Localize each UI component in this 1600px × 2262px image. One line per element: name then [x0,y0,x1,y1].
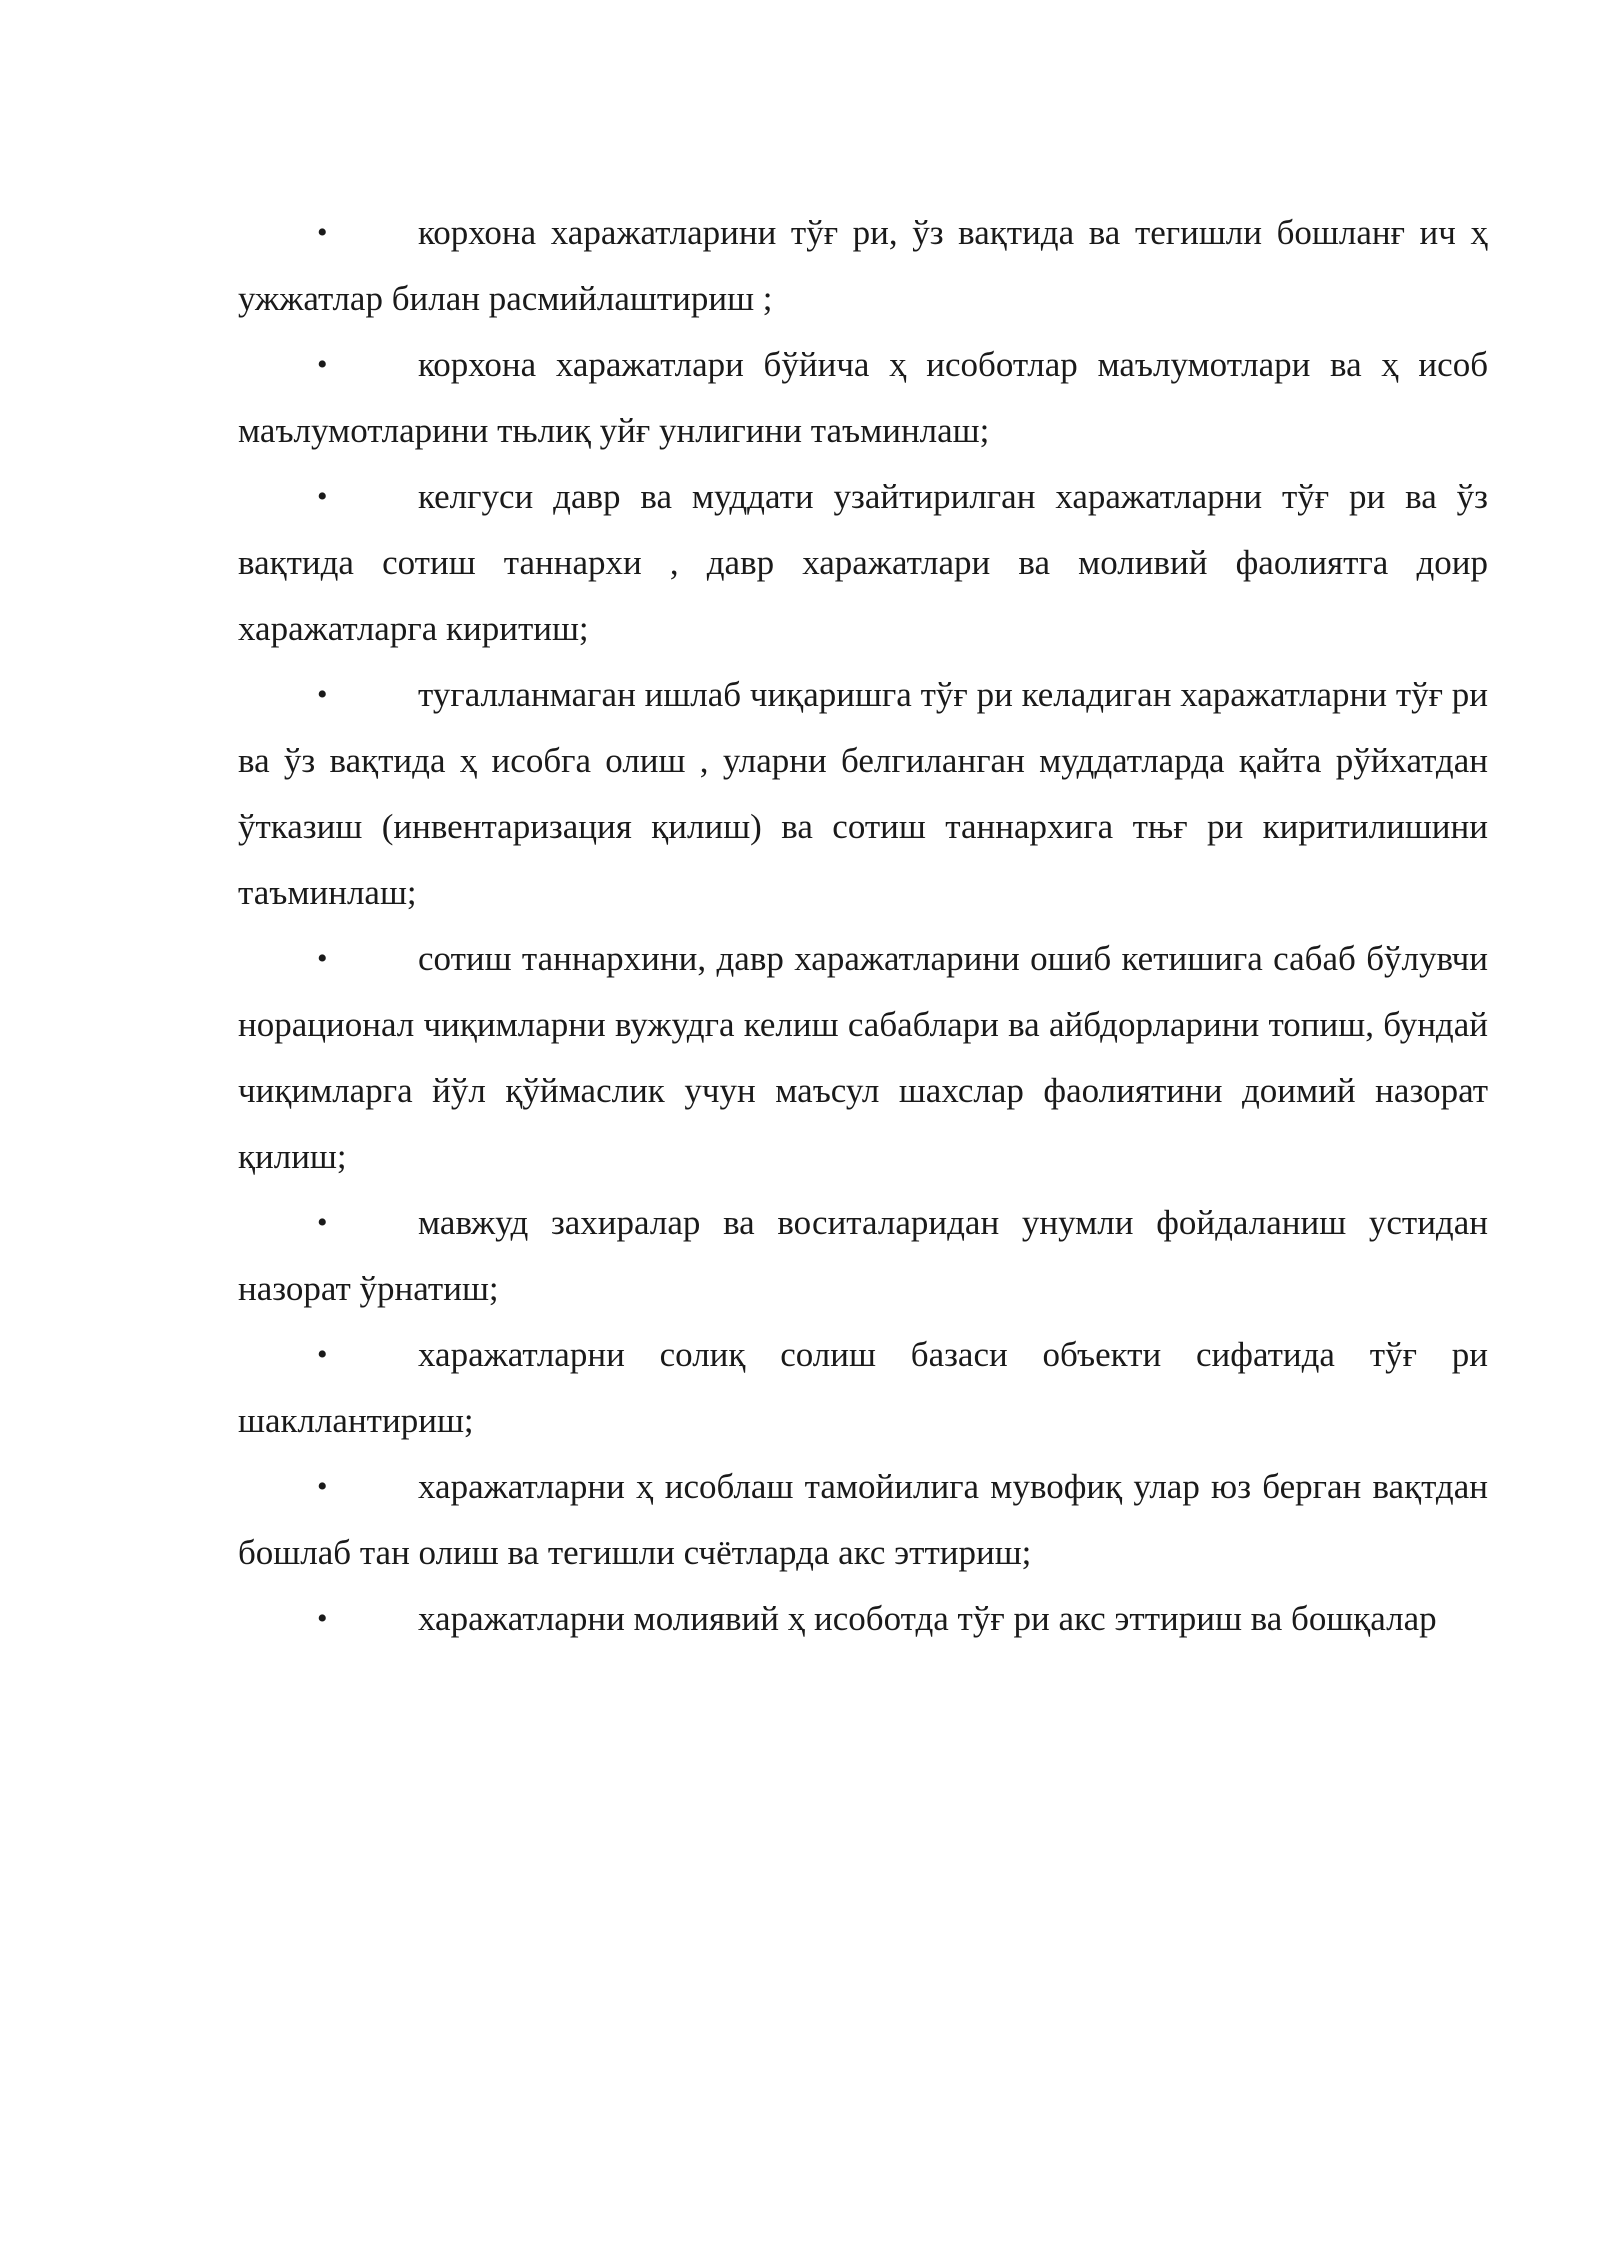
list-item [238,200,1488,332]
list-item-text: мавжуд захиралар ва воситаларидан унумли фойдаланиш устидан назорат ўрнатиш; [238,1203,1488,1308]
list-item [238,1586,1488,1652]
bullet-icon: • [317,678,328,711]
bullet-icon: • [317,1470,328,1503]
list-item-text: корхона харажатлари бўйича ҳ исоботлар маълумотлари ва ҳ исоб маълумотларини тњлиқ уйғ унлигини таъминлаш; [238,345,1488,450]
list-item [238,926,1488,1190]
bullet-list [238,200,1488,1652]
list-item-text: сотиш таннархини, давр харажатларини ошиб кетишига сабаб бўлувчи норационал чиқимларни вужудга келиш сабаблари ва айбдорларини топиш, бундай чиқимларга йўл қўймаслик учун маъсул шахслар фаолиятини доимий назорат қилиш; [238,939,1488,1176]
bullet-icon: • [317,1338,328,1371]
list-item [238,1322,1488,1454]
list-item [238,662,1488,926]
list-item-text: харажатларни солиқ солиш базаси объекти сифатида тўғ ри шакллантириш; [238,1335,1488,1440]
bullet-icon: • [317,216,328,249]
bullet-icon: • [317,942,328,975]
list-item-text: харажатларни ҳ исоблаш тамойилига мувофиқ улар юз берган вақтдан бошлаб тан олиш ва тегишли счётларда акс эттириш; [238,1467,1488,1572]
list-item-text: корхона харажатларини тўғ ри, ўз вақтида ва тегишли бошланғ ич ҳ ужжатлар билан расмийлаштириш ; [238,213,1488,318]
list-item-text: тугалланмаган ишлаб чиқаришга тўғ ри келадиган харажатларни тўғ ри ва ўз вақтида ҳ исобга олиш , уларни белгиланган муддатларда қайта рўйхатдан ўтказиш (инвентаризация қилиш) ва сотиш таннархига тњғ ри киритилишини таъминлаш; [238,675,1488,912]
bullet-icon: • [317,1206,328,1239]
list-item [238,1190,1488,1322]
list-item [238,1454,1488,1586]
bullet-icon: • [317,1602,328,1635]
list-item [238,332,1488,464]
list-item [238,464,1488,662]
list-item-text: келгуси давр ва муддати узайтирилган харажатларни тўғ ри ва ўз вақтида сотиш таннархи , давр харажатлари ва моливий фаолиятга доир харажатларга киритиш; [238,477,1488,648]
list-item-text: харажатларни молиявий ҳ исоботда тўғ ри акс эттириш ва бошқалар [418,1599,1437,1638]
bullet-icon: • [317,480,328,513]
bullet-icon: • [317,348,328,381]
